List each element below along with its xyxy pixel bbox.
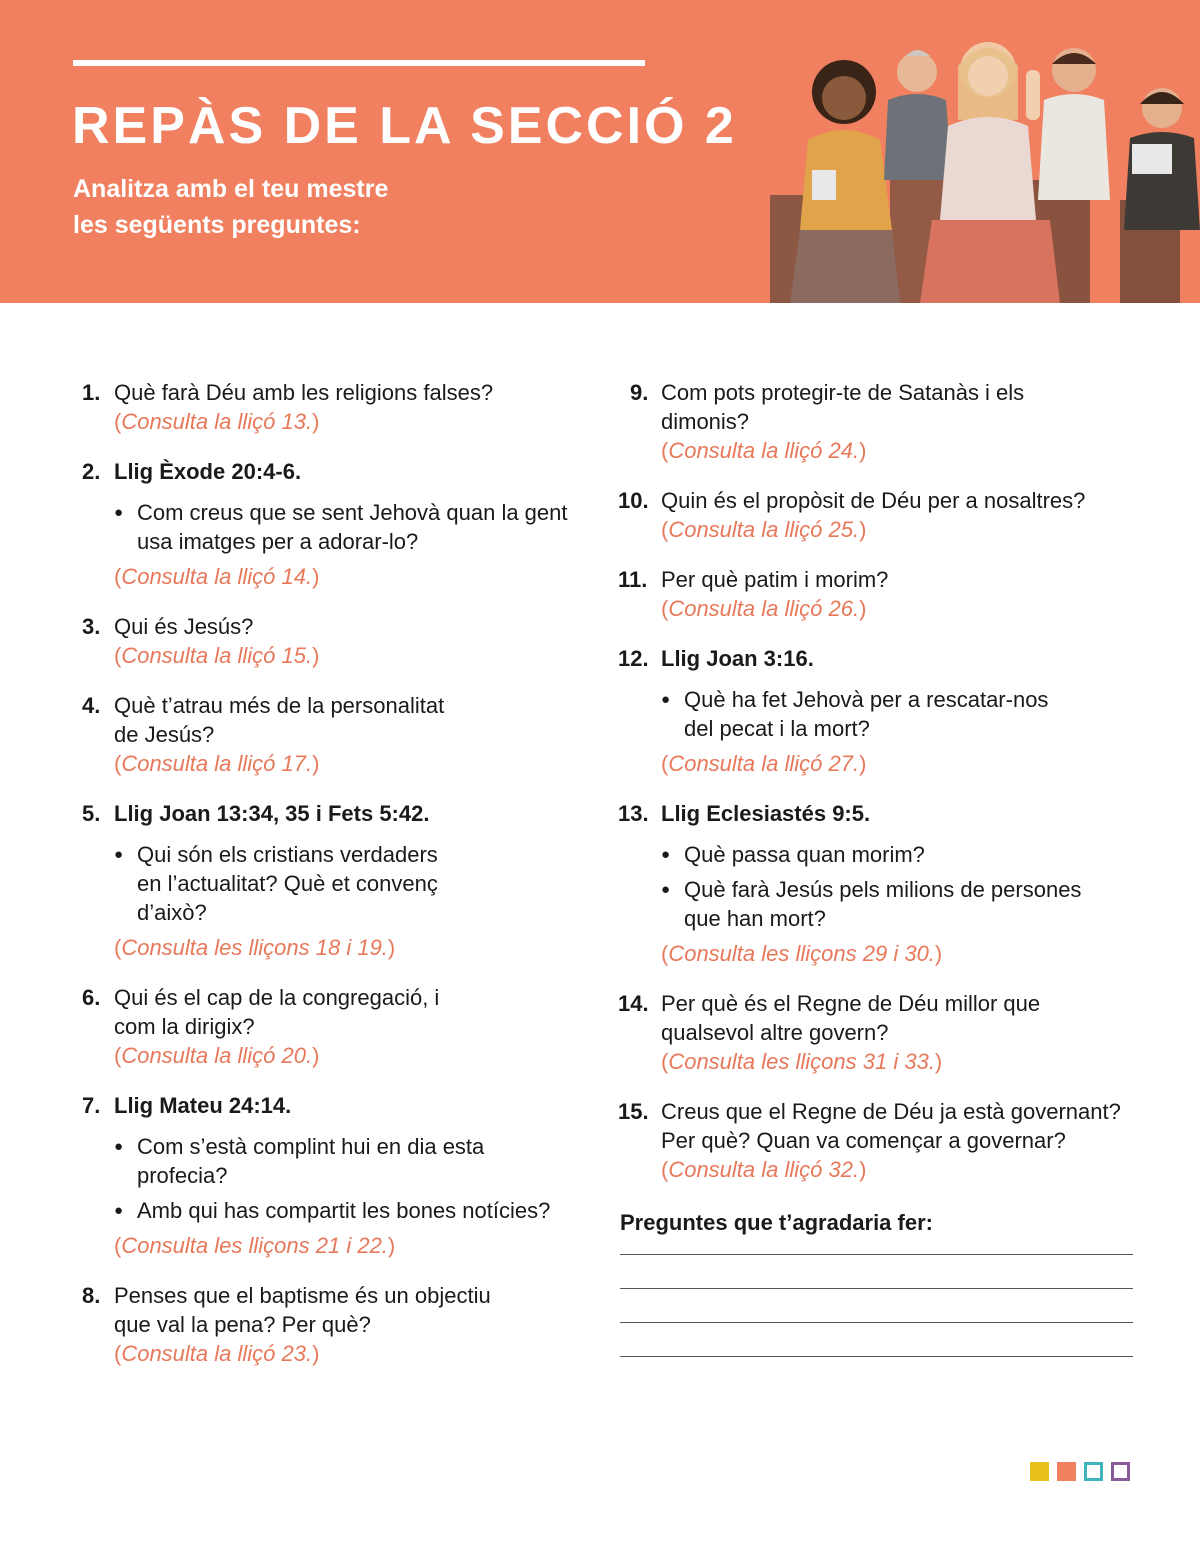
question-12 <box>618 644 1158 778</box>
question-number: 1. <box>82 380 101 405</box>
question-13 <box>618 799 1158 968</box>
question-3 <box>82 612 592 670</box>
question-number: 5. <box>82 801 101 826</box>
question-text: Qui és Jesús? <box>114 614 254 639</box>
question-number: 2. <box>82 459 101 484</box>
lesson-reference: (Consulta la lliçó 14.) <box>114 564 320 589</box>
question-text: Qui és el cap de la congregació, i com la dirigix? <box>114 985 440 1039</box>
page-subtitle <box>73 171 573 243</box>
person-figure <box>790 60 900 303</box>
question-7 <box>82 1091 592 1260</box>
bullet-item: ● Com s’està complint hui en dia esta profecia? <box>114 1132 517 1190</box>
lesson-reference: (Consulta la lliçó 13.) <box>114 409 320 434</box>
lesson-reference: (Consulta la lliçó 32.) <box>661 1157 867 1182</box>
scripture-reading: Llig Mateu 24:14. <box>114 1093 292 1118</box>
page-title: REPÀS DE LA SECCIÓ 2 <box>72 97 737 155</box>
lesson-reference: (Consulta la lliçó 15.) <box>114 643 320 668</box>
lesson-reference: (Consulta la lliçó 24.) <box>661 438 867 463</box>
question-14 <box>618 989 1158 1076</box>
question-text: Penses que el baptisme és un objectiu que val la pena? Per què? <box>114 1283 491 1337</box>
question-text: Per què patim i morim? <box>661 567 889 592</box>
writing-line[interactable] <box>620 1254 1133 1255</box>
bullet-list <box>114 840 592 927</box>
question-text: Quin és el propòsit de Déu per a nosaltres? <box>661 488 1086 513</box>
bullet-list <box>114 498 592 556</box>
lesson-reference: (Consulta la lliçó 20.) <box>114 1043 320 1068</box>
lesson-reference: (Consulta les lliçons 21 i 22.) <box>114 1233 396 1258</box>
color-squares-decoration <box>1030 1462 1130 1481</box>
question-text: Com pots protegir-te de Satanàs i els dimonis? <box>661 380 1025 434</box>
question-number: 13. <box>618 801 649 826</box>
person-figure <box>1124 88 1200 230</box>
question-number: 4. <box>82 693 101 718</box>
question-number: 10. <box>618 488 649 513</box>
bullet-item: ● Què farà Jesús pels milions de persones que han mort? <box>661 875 1114 933</box>
own-questions-title: Preguntes que t’agradaria fer: <box>620 1210 933 1235</box>
question-text: Per què és el Regne de Déu millor que qualsevol altre govern? <box>661 991 1041 1045</box>
scripture-reading: Llig Joan 3:16. <box>661 646 814 671</box>
bullet-list <box>661 840 1158 933</box>
questions-left-column <box>82 378 592 1389</box>
question-number: 11. <box>618 567 648 592</box>
writing-line[interactable] <box>620 1356 1133 1357</box>
person-figure <box>884 50 952 180</box>
question-11 <box>618 565 1158 623</box>
question-9 <box>618 378 1158 465</box>
subtitle-line: les següents preguntes: <box>73 211 361 239</box>
teal-outline-square-icon <box>1084 1462 1103 1481</box>
lesson-reference: (Consulta la lliçó 25.) <box>661 517 867 542</box>
yellow-square-icon <box>1030 1462 1049 1481</box>
person-figure <box>1038 48 1110 200</box>
bullet-item: ● Què passa quan morim? <box>661 840 1158 869</box>
header-rule <box>73 60 645 66</box>
question-10 <box>618 486 1158 544</box>
purple-outline-square-icon <box>1111 1462 1130 1481</box>
scripture-reading: Llig Joan 13:34, 35 i Fets 5:42. <box>114 801 430 826</box>
bullet-item: ● Qui són els cristians verdaders en l’actualitat? Què et convenç d’això? <box>114 840 457 927</box>
scripture-reading: Llig Èxode 20:4-6. <box>114 459 302 484</box>
question-15 <box>618 1097 1158 1184</box>
question-number: 9. <box>630 380 649 405</box>
question-8 <box>82 1281 592 1368</box>
question-number: 6. <box>82 985 101 1010</box>
bullet-item: ● Amb qui has compartit les bones notícies? <box>114 1196 592 1225</box>
subtitle-line: Analitza amb el teu mestre <box>73 175 389 203</box>
question-4 <box>82 691 592 778</box>
scripture-reading: Llig Eclesiastés 9:5. <box>661 801 871 826</box>
question-text: Què farà Déu amb les religions falses? <box>114 380 494 405</box>
lesson-reference: (Consulta les lliçons 29 i 30.) <box>661 941 943 966</box>
bullet-item: ● Què ha fet Jehovà per a rescatar-nos del pecat i la mort? <box>661 685 1074 743</box>
group-illustration <box>760 30 1200 303</box>
lesson-reference: (Consulta la lliçó 23.) <box>114 1341 320 1366</box>
lesson-reference: (Consulta les lliçons 18 i 19.) <box>114 935 396 960</box>
question-number: 8. <box>82 1283 101 1308</box>
question-6 <box>82 983 592 1070</box>
question-number: 14. <box>618 991 649 1016</box>
question-1 <box>82 378 592 436</box>
question-2 <box>82 457 592 591</box>
question-number: 3. <box>82 614 101 639</box>
lesson-reference: (Consulta la lliçó 27.) <box>661 751 867 776</box>
question-number: 15. <box>618 1099 649 1124</box>
own-questions-section <box>620 1210 1133 1390</box>
writing-line[interactable] <box>620 1288 1133 1289</box>
question-5 <box>82 799 592 962</box>
question-text: Creus que el Regne de Déu ja està governant? Per què? Quan va començar a governar? <box>661 1099 1121 1153</box>
lesson-reference: (Consulta la lliçó 26.) <box>661 596 867 621</box>
bullet-item: ● Com creus que se sent Jehovà quan la gent usa imatges per a adorar-lo? <box>114 498 592 556</box>
bullet-list <box>114 1132 592 1225</box>
coral-square-icon <box>1057 1462 1076 1481</box>
writing-line[interactable] <box>620 1322 1133 1323</box>
header-banner <box>0 0 1200 303</box>
lesson-reference: (Consulta les lliçons 31 i 33.) <box>661 1049 943 1074</box>
question-number: 7. <box>82 1093 101 1118</box>
question-number: 12. <box>618 646 649 671</box>
questions-right-column <box>618 378 1158 1205</box>
bullet-list <box>661 685 1158 743</box>
question-text: Què t’atrau més de la personalitat de Jesús? <box>114 693 445 747</box>
lesson-reference: (Consulta la lliçó 17.) <box>114 751 320 776</box>
